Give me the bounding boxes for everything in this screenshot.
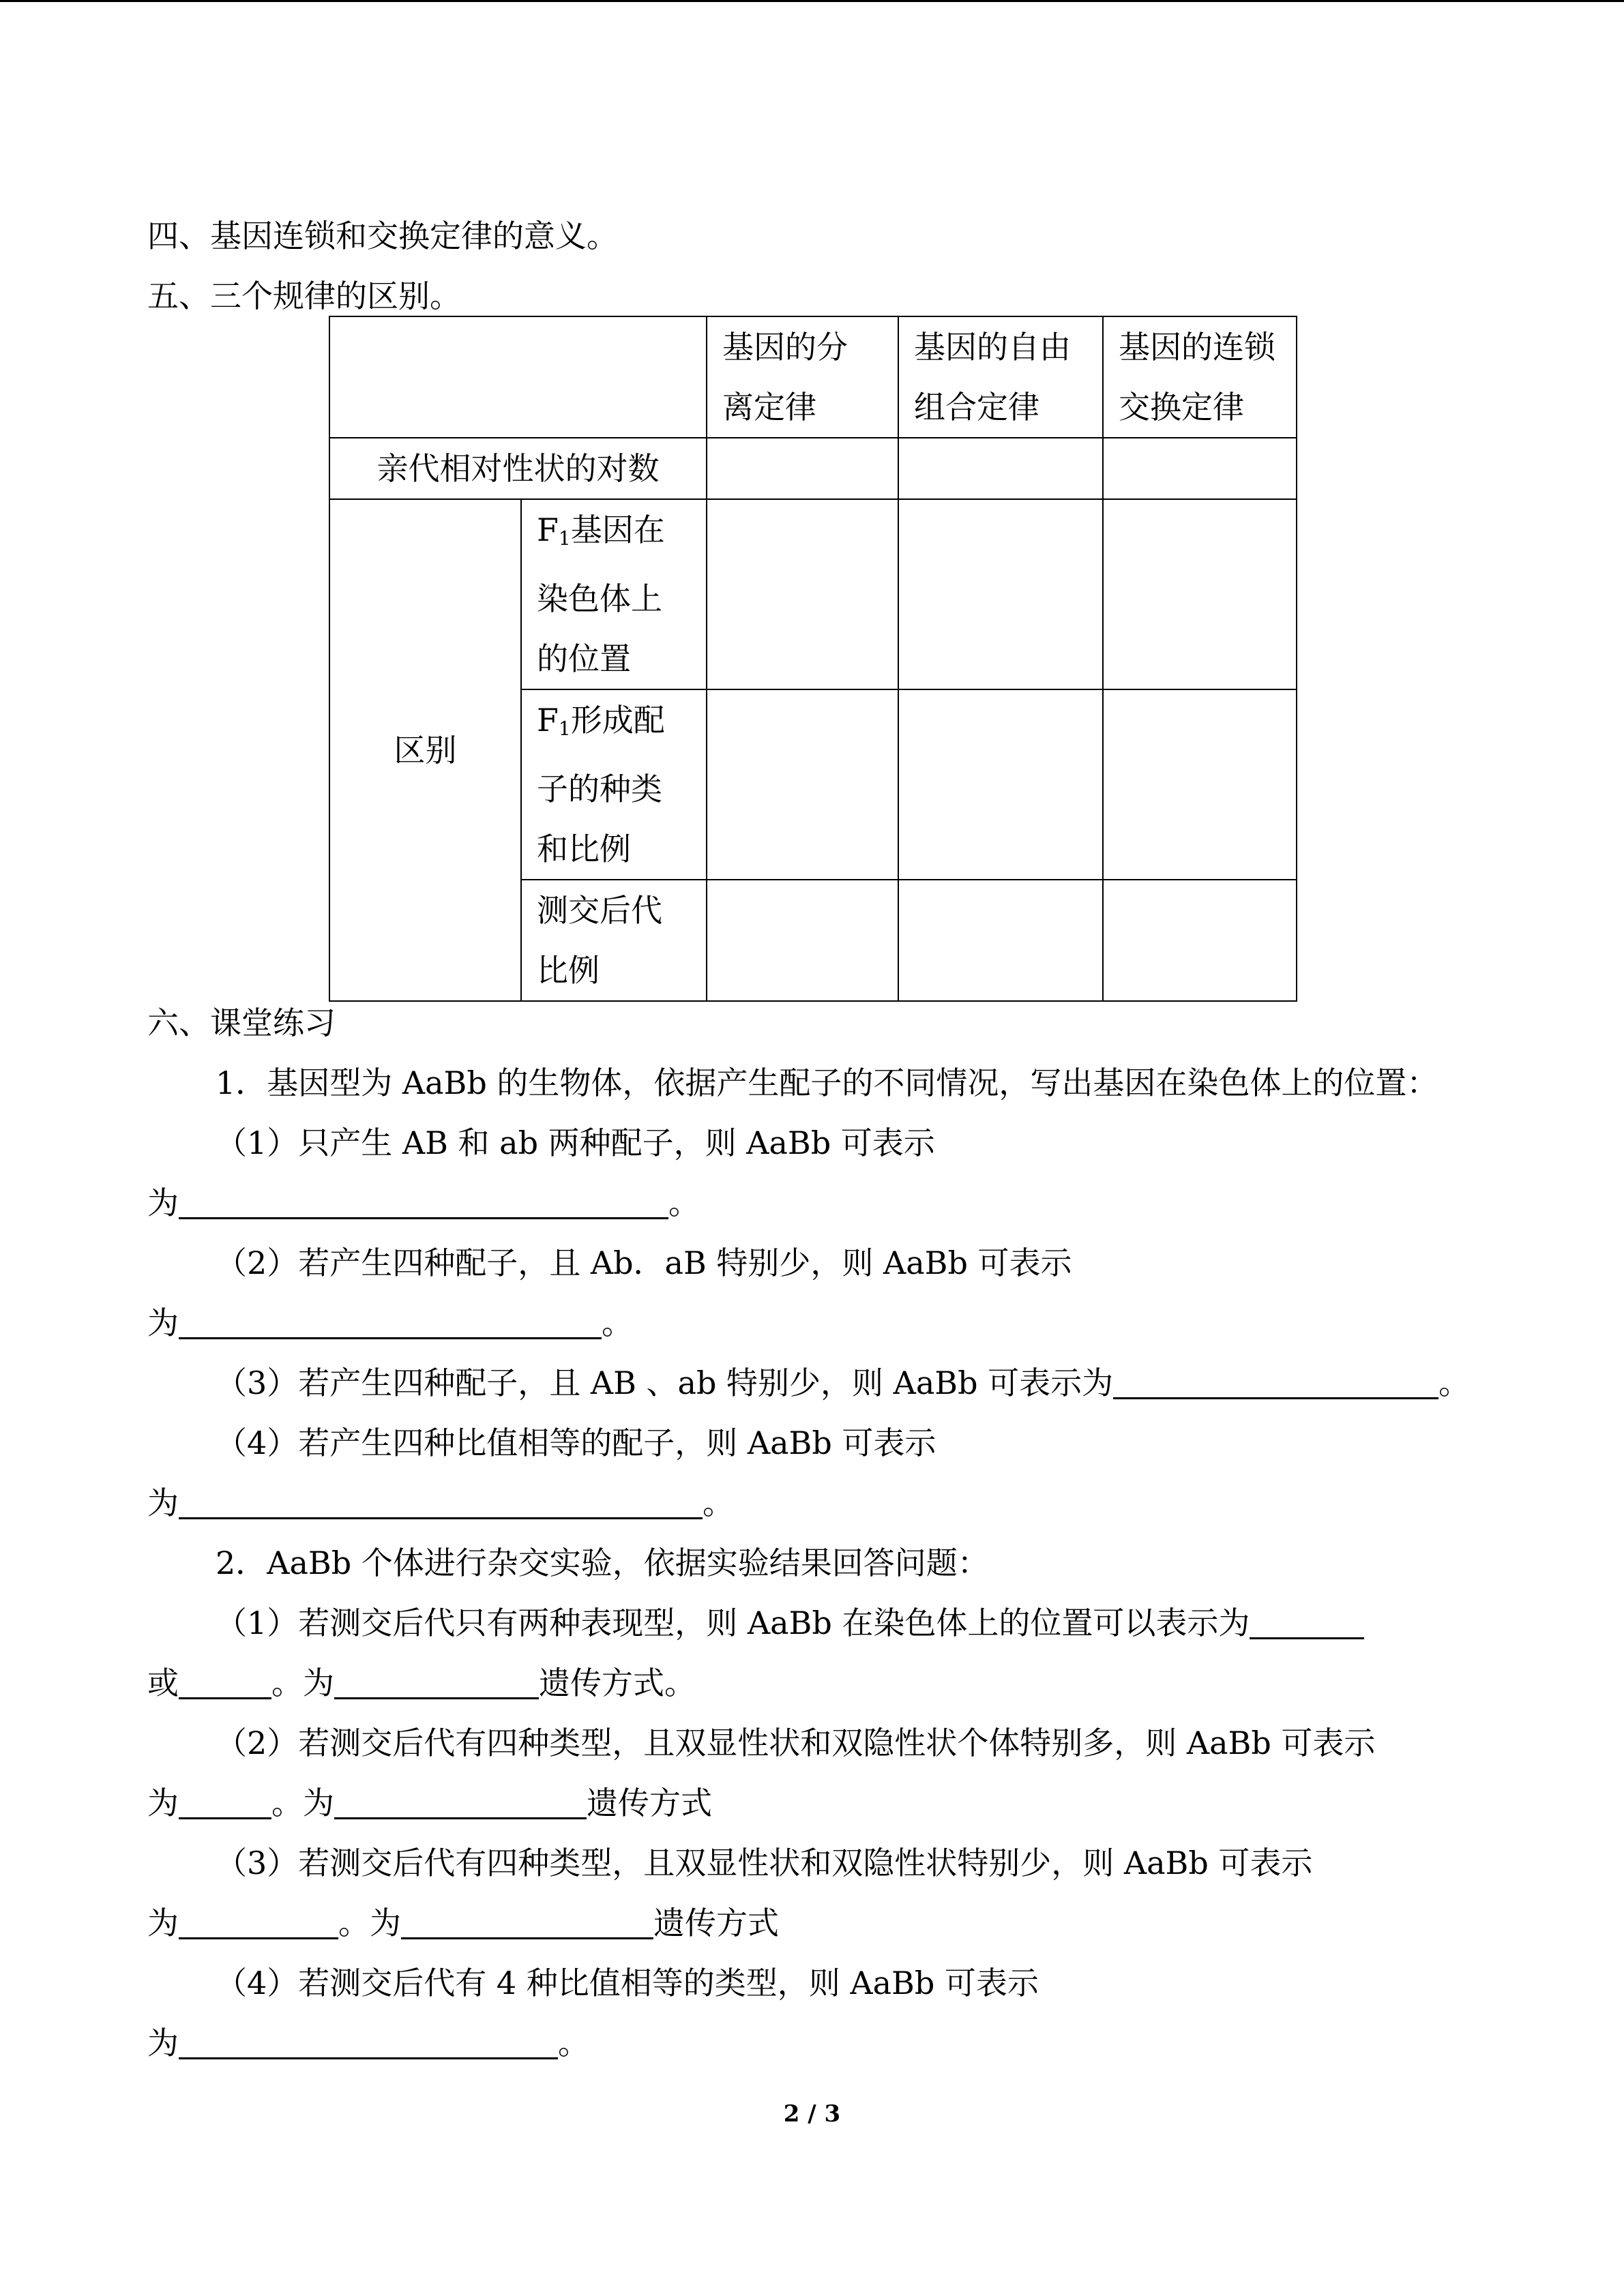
cell-blank	[1103, 689, 1297, 880]
table-row-trait-pairs	[329, 438, 1297, 499]
q1-part4-answer-line: 为 。	[147, 1485, 734, 1521]
table-row-gene-position	[329, 499, 1297, 689]
blank-underline[interactable]	[179, 1906, 338, 1939]
q1-part3-line: （3）若产生四种配子，且 AB 、ab 特别少，则 AaBb 可表示为 。	[216, 1365, 1471, 1401]
cell-blank	[898, 880, 1103, 1001]
blank-underline[interactable]	[179, 1186, 668, 1219]
cell-blank	[707, 880, 898, 1001]
blank-underline[interactable]	[401, 1906, 653, 1939]
header-independent-assortment-law: 基因的自由 组合定律	[898, 316, 1103, 438]
q2-part4-answer-line: 为 。	[147, 2025, 589, 2061]
page-number: 2 / 3	[783, 2100, 841, 2128]
q2-part1-line: （1）若测交后代只有两种表现型，则 AaBb 在染色体上的位置可以表示为	[216, 1602, 1364, 1643]
q2-part3-answer-line: 为 。为 遗传方式	[147, 1905, 779, 1941]
table-header-row	[329, 316, 1297, 438]
section-4-heading: 四、基因连锁和交换定律的意义。	[147, 218, 618, 254]
cell-blank	[707, 499, 898, 689]
sub-label-gene-position: $F_1$基因在 染色体上 的位置	[521, 499, 707, 689]
cell-blank	[1103, 880, 1297, 1001]
header-linkage-crossover-law: 基因的连锁 交换定律	[1103, 316, 1297, 438]
cell-blank	[898, 438, 1103, 499]
row-label-trait-pairs: 亲代相对性状的对数	[329, 438, 707, 499]
group-label-difference: 区别	[329, 499, 521, 1001]
q1-part1-answer-line: 为 。	[147, 1184, 700, 1221]
sub-label-gamete-types: $F_1$形成配 子的种类 和比例	[521, 689, 707, 880]
blank-underline[interactable]	[179, 1786, 271, 1819]
q2-part4: （4）若测交后代有 4 种比值相等的类型，则 AaBb 可表示	[216, 1965, 1039, 2001]
blank-underline[interactable]	[334, 1786, 587, 1819]
cell-blank	[1103, 438, 1297, 499]
q1-part2: （2）若产生四种配子，且 Ab．aB 特别少，则 AaBb 可表示	[216, 1244, 1072, 1281]
cell-blank	[707, 689, 898, 880]
q2-part3: （3）若测交后代有四种类型，且双显性状和双隐性状特别少，则 AaBb 可表示	[216, 1845, 1313, 1881]
q1-part2-answer-line: 为 。	[147, 1304, 633, 1341]
blank-underline[interactable]	[1113, 1366, 1438, 1399]
q2-part2-answer-line: 为 。为 遗传方式	[147, 1785, 712, 1821]
q1-stem: 1．基因型为 AaBb 的生物体，依据产生配子的不同情况，写出基因在染色体上的位置：	[216, 1064, 1438, 1101]
blank-underline[interactable]	[179, 1486, 703, 1519]
q1-part4: （4）若产生四种比值相等的配子，则 AaBb 可表示	[216, 1425, 936, 1461]
section-5-heading: 五、三个规律的区别。	[147, 278, 461, 314]
cell-blank	[898, 499, 1103, 689]
header-segregation-law: 基因的分 离定律	[707, 316, 898, 438]
blank-underline[interactable]	[1250, 1606, 1364, 1639]
q2-part2: （2）若测交后代有四种类型，且双显性状和双隐性状个体特别多，则 AaBb 可表示	[216, 1725, 1376, 1761]
blank-underline[interactable]	[179, 2026, 558, 2059]
blank-underline[interactable]	[179, 1666, 271, 1699]
comparison-table	[329, 316, 1297, 1002]
cell-blank	[707, 438, 898, 499]
blank-underline[interactable]	[179, 1306, 602, 1339]
sub-label-testcross-ratio: 测交后代 比例	[521, 880, 707, 1001]
blank-underline[interactable]	[334, 1666, 539, 1699]
q2-part1-answer-line: 或 。为 遗传方式。	[147, 1665, 696, 1701]
top-border-line	[0, 0, 1624, 2]
q2-stem: 2．AaBb 个体进行杂交实验，依据实验结果回答问题：	[216, 1545, 989, 1581]
cell-blank	[898, 689, 1103, 880]
section-6-heading: 六、课堂练习	[147, 1004, 336, 1041]
cell-blank	[1103, 499, 1297, 689]
table-corner-cell	[329, 316, 707, 438]
q1-part1: （1）只产生 AB 和 ab 两种配子，则 AaBb 可表示	[216, 1124, 935, 1161]
